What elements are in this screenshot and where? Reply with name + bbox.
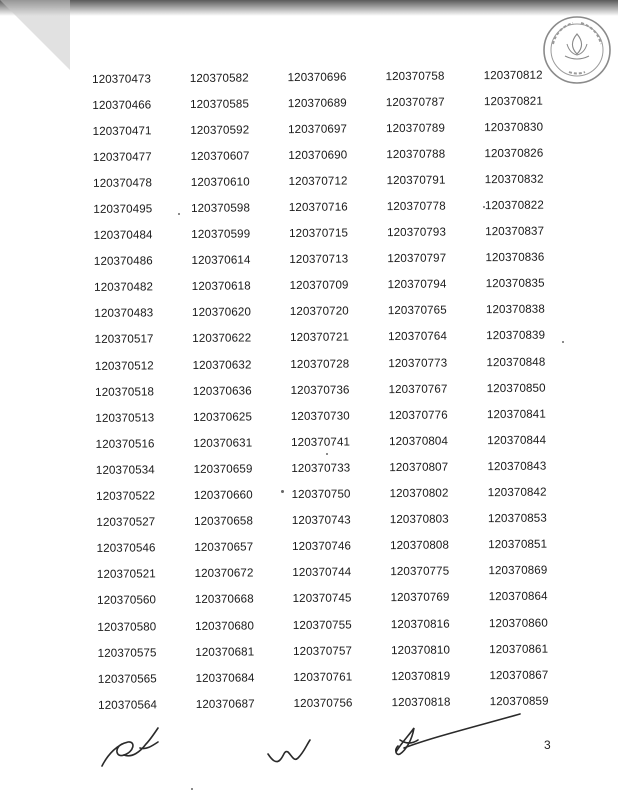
roll-number-cell: 120370684 [195, 671, 255, 685]
roll-number-cell: 120370477 [92, 150, 152, 164]
roll-number-cell: 120370632 [192, 358, 252, 372]
roll-number-cell: 120370560 [97, 593, 157, 608]
roll-number-cell: 120370761 [293, 670, 353, 684]
roll-number-cell: 120370867 [489, 668, 549, 682]
roll-number-cell: 120370521 [96, 567, 156, 582]
scan-speck [178, 213, 180, 215]
roll-number-cell: 120370843 [487, 459, 547, 474]
roll-number-cell: 120370775 [390, 564, 450, 579]
roll-number-cell: 120370516 [95, 437, 155, 451]
roll-number-cell: 120370713 [289, 252, 349, 267]
roll-number-cell: 120370778 [386, 199, 446, 214]
roll-number-cell: 120370864 [488, 590, 548, 604]
roll-number-cell: 120370859 [489, 694, 549, 708]
roll-number-cell: 120370767 [388, 382, 448, 396]
scan-speck [191, 788, 193, 790]
roll-number-cell: 120370745 [292, 591, 352, 606]
roll-number-cell: 120370599 [191, 227, 251, 242]
roll-number-cell: 120370473 [92, 71, 152, 86]
roll-number-cell: 120370744 [292, 565, 352, 580]
roll-number-cell: 120370546 [96, 541, 156, 556]
roll-number-cell: 120370696 [287, 70, 347, 84]
roll-number-cell: 120370668 [194, 592, 254, 607]
roll-number-cell: 120370495 [93, 202, 153, 216]
roll-number-cell: 120370681 [195, 645, 255, 659]
roll-number-cell: 120370848 [486, 355, 546, 369]
roll-number-cell: 120370585 [189, 97, 250, 111]
roll-number-cell: 120370822 [484, 198, 544, 213]
roll-number-cell: 120370482 [94, 280, 154, 295]
roll-number-cell: 120370631 [193, 436, 253, 450]
roll-number-cell: 120370769 [390, 590, 450, 605]
signatures-area [0, 700, 618, 800]
roll-number-cell: 120370687 [195, 697, 255, 711]
roll-number-cell: 120370522 [96, 489, 156, 503]
roll-number-cell: 120370851 [488, 537, 548, 552]
roll-number-cell: 120370773 [388, 356, 448, 370]
roll-number-cell: 120370672 [194, 566, 254, 581]
roll-number-cell: 120370618 [191, 279, 251, 294]
scan-speck [326, 453, 328, 455]
roll-number-cell: 120370697 [288, 122, 348, 136]
roll-number-cell: 120370478 [93, 176, 153, 190]
roll-number-cell: 120370598 [190, 201, 251, 216]
roll-number-cell: 120370614 [191, 253, 251, 268]
roll-number-cell: 120370580 [97, 619, 157, 634]
scan-edge-shadow [0, 0, 618, 16]
roll-number-cell: 120370716 [288, 200, 348, 215]
roll-number-cell: 120370788 [386, 147, 446, 161]
roll-number-cell: 120370853 [487, 511, 547, 526]
roll-number-cell: 120370860 [488, 616, 548, 630]
roll-number-cell: 120370765 [387, 303, 447, 318]
roll-number-cell: 120370750 [291, 487, 351, 502]
roll-number-cell: 120370728 [290, 357, 350, 371]
roll-number-cell: 120370592 [190, 123, 250, 137]
roll-number-cell: 120370810 [390, 643, 451, 657]
roll-number-table [86, 61, 582, 718]
signature-1 [102, 728, 158, 766]
roll-number-cell: 120370657 [194, 540, 254, 555]
roll-number-cell: 120370807 [389, 460, 449, 475]
roll-number-cell: 120370812 [483, 68, 543, 82]
roll-number-cell: 120370527 [96, 515, 156, 530]
scan-speck [562, 341, 564, 343]
roll-number-cell: 120370793 [386, 225, 447, 240]
roll-number-cell: 120370755 [292, 617, 352, 632]
roll-number-cell: 120370836 [485, 250, 545, 265]
roll-number-cell: 120370712 [288, 174, 348, 188]
roll-number-cell: 120370839 [486, 329, 546, 343]
roll-number-cell: 120370791 [386, 173, 446, 188]
roll-number-cell: 120370835 [485, 276, 545, 291]
roll-number-cell: 120370715 [289, 226, 349, 241]
roll-number-cell: 120370512 [94, 358, 154, 373]
roll-number-cell: 120370758 [385, 69, 445, 83]
roll-number-cell: 120370757 [293, 644, 353, 658]
roll-number-cell: 120370689 [287, 96, 347, 110]
roll-number-cell: 120370776 [388, 408, 448, 422]
roll-number-cell: 120370720 [289, 304, 349, 319]
roll-number-cell: 120370517 [94, 332, 154, 347]
roll-number-cell: 120370709 [289, 278, 349, 293]
roll-number-cell: 120370832 [484, 172, 544, 187]
roll-number-cell: 120370818 [391, 695, 451, 709]
roll-number-cell: 120370804 [388, 434, 449, 448]
roll-number-cell: 120370625 [192, 410, 253, 424]
roll-number-cell: 120370486 [93, 254, 153, 269]
scan-speck [281, 490, 284, 493]
roll-number-cell: 120370794 [387, 277, 447, 292]
roll-number-cell: 120370680 [194, 618, 255, 633]
roll-number-cell: 120370518 [95, 385, 155, 399]
roll-number-cell: 120370826 [484, 146, 544, 161]
page-number: 3 [544, 738, 551, 752]
roll-number-cell: 120370789 [385, 121, 446, 135]
page-corner-fold [0, 0, 70, 70]
roll-number-cell: 120370610 [190, 175, 250, 189]
roll-number-cell: 120370636 [192, 384, 252, 398]
roll-number-cell: 120370850 [486, 381, 546, 395]
roll-number-cell: 120370830 [484, 120, 544, 134]
roll-number-cell: 120370841 [486, 407, 546, 421]
roll-number-cell: 120370844 [487, 433, 547, 448]
roll-number-cell: 120370802 [389, 486, 449, 501]
roll-number-cell: 120370803 [389, 512, 449, 527]
roll-number-cell: 120370764 [387, 330, 448, 344]
roll-number-cell: 120370466 [92, 98, 152, 112]
roll-number-cell: 120370736 [290, 383, 350, 397]
roll-number-cell: 120370575 [97, 645, 157, 660]
roll-number-cell: 120370690 [288, 148, 348, 162]
roll-number-cell: 120370622 [192, 331, 252, 346]
roll-number-cell: 120370842 [487, 485, 547, 500]
roll-number-cell: 120370821 [483, 94, 543, 108]
roll-number-cell: 120370816 [390, 617, 450, 631]
roll-number-cell: 120370564 [98, 698, 158, 712]
roll-number-cell: 120370787 [385, 95, 445, 109]
roll-number-cell: 120370471 [92, 124, 152, 138]
roll-number-cell: 120370808 [389, 538, 450, 553]
roll-number-cell: 120370741 [291, 435, 351, 449]
roll-number-cell: 120370743 [291, 513, 351, 528]
roll-number-cell: 120370607 [190, 149, 250, 163]
roll-number-cell: 120370819 [391, 669, 451, 683]
roll-number-cell: 120370483 [94, 306, 154, 321]
roll-number-cell: 120370746 [292, 539, 352, 554]
roll-number-cell: 120370534 [95, 463, 155, 477]
roll-number-cell: 120370660 [193, 488, 253, 503]
roll-number-cell: 120370721 [290, 330, 350, 345]
roll-number-cell: 120370620 [191, 305, 252, 320]
roll-number-cell: 120370797 [387, 251, 447, 266]
roll-number-cell: 120370837 [485, 224, 545, 239]
roll-number-cell: 120370869 [488, 563, 548, 578]
roll-number-cell: 120370565 [97, 672, 157, 686]
roll-number-cell: 120370756 [293, 696, 353, 710]
roll-number-cell: 120370733 [291, 461, 351, 476]
roll-number-cell: 120370861 [489, 642, 549, 656]
roll-number-cell: 120370582 [189, 70, 249, 85]
roll-number-cell: 120370730 [290, 409, 350, 423]
roll-number-cell: 120370658 [193, 514, 254, 529]
signature-2 [268, 740, 310, 762]
signature-3 [396, 714, 520, 754]
roll-number-cell: 120370659 [193, 462, 253, 476]
roll-number-cell: 120370838 [485, 302, 545, 317]
roll-number-cell: 120370513 [95, 411, 155, 425]
scan-speck [483, 206, 485, 208]
roll-number-cell: 120370484 [93, 228, 153, 243]
